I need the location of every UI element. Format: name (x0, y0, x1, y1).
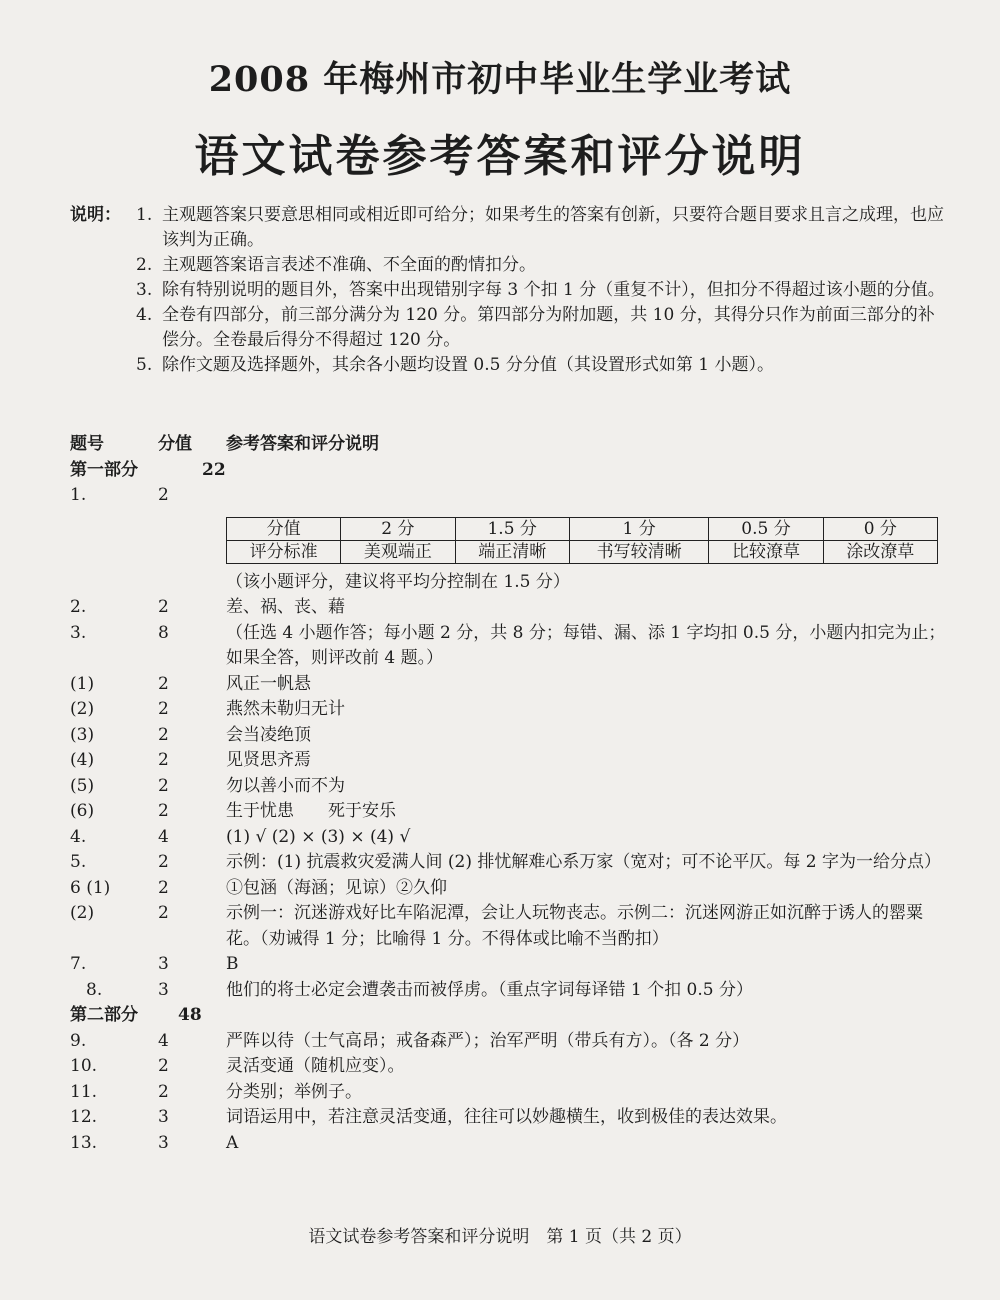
answer-text: 勿以善小而不为 (226, 775, 345, 796)
answer-text: 会当凌绝顶 (226, 724, 311, 745)
answer-row (70, 595, 950, 621)
table-cell: 1.5 分 (455, 517, 569, 540)
answer-list (70, 432, 950, 1156)
section-score: 48 (178, 1005, 202, 1025)
question-number: (3) (70, 724, 95, 745)
question-number: 4. (70, 826, 87, 847)
section-title: 第二部分 (70, 1005, 138, 1025)
answer-row (70, 1105, 950, 1131)
instruction-number: 2. (136, 255, 153, 275)
table-cell: 0 分 (823, 517, 937, 540)
section-title: 第一部分 (70, 459, 138, 480)
answer-row (70, 1131, 950, 1157)
question-number: 13. (70, 1132, 98, 1153)
question-score: 3 (158, 979, 169, 1000)
answer-text: 灵活变通（随机应变）。 (226, 1056, 405, 1076)
answer-row (70, 774, 950, 800)
question-score: 2 (158, 485, 169, 505)
instruction-number: 5. (136, 355, 153, 375)
table-row (227, 517, 938, 540)
question-number: 1. (70, 485, 87, 505)
answer-text: 风正一帆悬 (226, 673, 311, 694)
answer-text: A (226, 1132, 239, 1153)
question-score: 4 (158, 826, 169, 847)
question-number: 6 (1) (70, 877, 111, 898)
answer-row (70, 850, 950, 876)
handwriting-score-table (226, 517, 938, 564)
instruction-number: 1. (136, 205, 153, 225)
table-cell: 端正清晰 (455, 540, 569, 563)
instruction-item (70, 303, 950, 353)
answer-row (70, 697, 950, 723)
table-cell: 美观端正 (341, 540, 455, 563)
question-number: 8. (86, 979, 103, 1000)
instructions (70, 203, 950, 378)
instruction-number: 3. (136, 280, 153, 300)
answer-row (70, 1080, 950, 1106)
answer-row (70, 901, 950, 952)
answer-text: 差、祸、丧、藉 (226, 597, 345, 617)
answer-row (70, 799, 950, 825)
section-header (70, 1003, 950, 1029)
table-cell: 分值 (227, 517, 341, 540)
answer-text: B (226, 954, 239, 974)
table-cell: 比较潦草 (709, 540, 823, 563)
answer-text: 分类别；举例子。 (226, 1081, 362, 1102)
question-number: (6) (70, 801, 95, 821)
document-title: 语文试卷参考答案和评分说明 (194, 131, 806, 182)
question-number: (2) (70, 699, 95, 719)
answer-row (70, 825, 950, 851)
answer-text: 生于忧患 死于安乐 (226, 801, 396, 821)
instruction-item (70, 203, 950, 253)
table-cell: 涂改潦草 (823, 540, 937, 563)
section-score: 22 (202, 459, 226, 480)
page-footer: 语文试卷参考答案和评分说明 第 1 页（共 2 页） (308, 1227, 692, 1247)
question-number: 3. (70, 622, 87, 643)
instruction-item (70, 253, 950, 278)
instruction-number: 4. (136, 305, 153, 325)
instruction-text: 除有特别说明的题目外，答案中出现错别字每 3 个扣 1 分（重复不计），但扣分不得超过该小题的分值。 (162, 280, 945, 300)
question-score: 8 (158, 622, 169, 643)
question-score: 2 (158, 877, 169, 898)
answer-row (70, 978, 950, 1004)
question-score: 2 (158, 903, 169, 923)
answer-row (70, 1054, 950, 1080)
answer-text: ①包涵（海涵；见谅）②久仰 (226, 877, 447, 898)
answer-text: 词语运用中，若注意灵活变通，往往可以妙趣横生，收到极佳的表达效果。 (226, 1107, 787, 1127)
column-header-question: 题号 (70, 434, 104, 454)
question-score: 2 (158, 775, 169, 796)
question-score: 2 (158, 673, 169, 694)
question-score: 2 (158, 1081, 169, 1102)
question-number: (4) (70, 750, 95, 770)
instruction-text: 主观题答案只要意思相同或相近即可给分；如果考生的答案有创新，只要符合题目要求且言之成理，也应该判为正确。 (162, 205, 944, 250)
section-header (70, 458, 950, 484)
answer-row (70, 952, 950, 978)
instruction-item (70, 353, 950, 378)
instruction-text: 除作文题及选择题外，其余各小题均设置 0.5 分分值（其设置形式如第 1 小题）。 (162, 355, 774, 375)
table-cell: 2 分 (341, 517, 455, 540)
answer-row (70, 621, 950, 672)
question-number: 12. (70, 1107, 98, 1127)
question-score: 3 (158, 1132, 169, 1153)
instruction-item (70, 278, 950, 303)
answer-text: 见贤思齐焉 (226, 750, 311, 770)
answer-text: （该小题评分，建议将平均分控制在 1.5 分） (226, 571, 570, 592)
question-score: 3 (158, 954, 169, 974)
answer-row (70, 876, 950, 902)
question-number: 2. (70, 597, 87, 617)
answer-text: （任选 4 小题作答；每小题 2 分，共 8 分；每错、漏、添 1 字均扣 0.5 分，小题内扣完为止；如果全答，则评改前 4 题。） (226, 622, 946, 668)
answer-row (70, 483, 950, 509)
answer-row (70, 748, 950, 774)
instruction-text: 全卷有四部分，前三部分满分为 120 分。第四部分为附加题，共 10 分，其得分只作为前面三部分的补偿分。全卷最后得分不得超过 120 分。 (162, 305, 935, 350)
column-header-row (70, 432, 950, 458)
table-cell: 1 分 (569, 517, 709, 540)
question-number: (1) (70, 673, 95, 694)
instruction-text: 主观题答案语言表述不准确、不全面的酌情扣分。 (162, 255, 536, 275)
question-number: 5. (70, 852, 87, 872)
column-header-score: 分值 (158, 434, 192, 454)
question-score: 3 (158, 1107, 169, 1127)
question-score: 2 (158, 852, 169, 872)
answer-row (70, 570, 950, 596)
question-score: 2 (158, 597, 169, 617)
question-score: 2 (158, 699, 169, 719)
answer-row (70, 723, 950, 749)
question-score: 2 (158, 750, 169, 770)
instructions-label: 说明： (70, 205, 121, 225)
question-number: 11. (70, 1081, 98, 1102)
answer-text: 示例一：沉迷游戏好比车陷泥潭，会让人玩物丧志。示例二：沉迷网游正如沉醉于诱人的罂粟花。（劝诫得 1 分；比喻得 1 分。不得体或比喻不当酌扣） (226, 903, 923, 949)
exam-title: 2008 年梅州市初中毕业生学业考试 (208, 59, 792, 100)
answer-text: 示例：(1) 抗震救灾爱满人间 (2) 排忧解难心系万家（宽对；可不论平仄。每 2 字为一给分点） (226, 852, 941, 872)
table-cell: 书写较清晰 (569, 540, 709, 563)
question-score: 2 (158, 724, 169, 745)
question-number: 7. (70, 954, 87, 974)
question-score: 2 (158, 801, 169, 821)
question-number: 10. (70, 1056, 98, 1076)
question-number: 9. (70, 1030, 87, 1051)
table-cell: 0.5 分 (709, 517, 823, 540)
question-score: 4 (158, 1030, 169, 1051)
answer-text: (1) √ (2) × (3) × (4) √ (226, 826, 411, 847)
answer-text: 严阵以待（士气高昂；戒备森严）；治军严明（带兵有方）。（各 2 分） (226, 1030, 750, 1051)
answer-text: 他们的将士必定会遭袭击而被俘虏。（重点字词每译错 1 个扣 0.5 分） (226, 979, 753, 1000)
answer-text: 燕然未勒归无计 (226, 699, 345, 719)
answer-row (70, 672, 950, 698)
answer-row (70, 1029, 950, 1055)
table-cell: 评分标准 (227, 540, 341, 563)
table-row (227, 540, 938, 563)
question-number: (5) (70, 775, 95, 796)
column-header-answer: 参考答案和评分说明 (226, 434, 379, 454)
question-score: 2 (158, 1056, 169, 1076)
question-number: (2) (70, 903, 95, 923)
